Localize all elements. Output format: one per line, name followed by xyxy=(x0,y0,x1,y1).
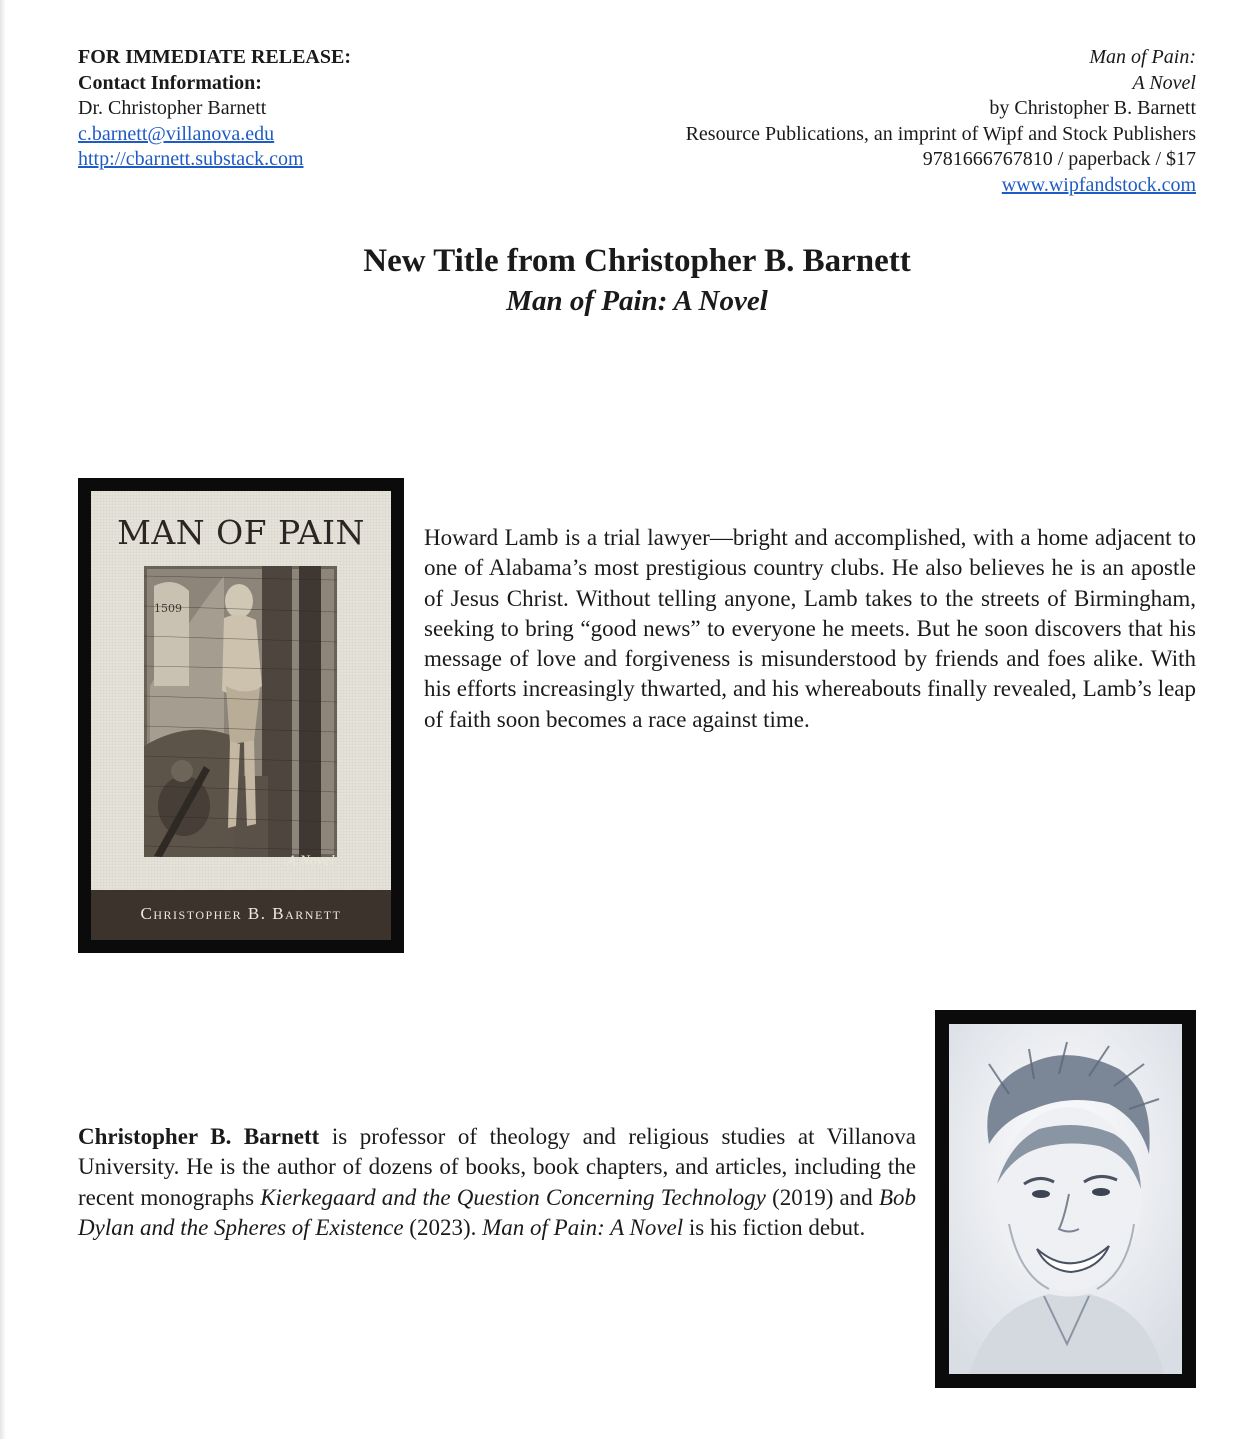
author-portrait-image xyxy=(949,1024,1182,1374)
book-details: 9781666767810 / paperback / $17 xyxy=(922,148,1196,170)
cover-author: Christopher B. Barnett xyxy=(140,904,342,923)
publisher-website-link[interactable]: www.wipfandstock.com xyxy=(1001,173,1196,196)
book-publisher: Resource Publications, an imprint of Wipf and Stock Publishers xyxy=(685,122,1196,145)
contact-label: Contact Information: xyxy=(78,71,262,94)
page-subtitle: Man of Pain: A Novel xyxy=(506,285,768,317)
contact-website-link[interactable]: http://cbarnett.substack.com xyxy=(78,148,304,170)
page-title: New Title from Christopher B. Barnett xyxy=(363,243,911,279)
contact-block xyxy=(78,45,351,173)
author-bio xyxy=(78,1122,916,1243)
page-heading xyxy=(0,240,1257,320)
book-info-block xyxy=(496,45,1196,198)
release-label: FOR IMMEDIATE RELEASE: xyxy=(78,46,351,68)
cover-title: MAN OF PAIN xyxy=(117,513,365,552)
page-edge xyxy=(0,0,6,1439)
svg-text:1509: 1509 xyxy=(154,602,182,615)
bio-book-title-2: Bob Dylan and the Spheres of Existence xyxy=(78,1184,916,1240)
book-title-line2: A Novel xyxy=(1132,71,1196,94)
bio-book-title-3: Man of Pain: A Novel xyxy=(482,1214,684,1240)
bio-text-3: (2023). xyxy=(403,1214,483,1240)
book-title-line1: Man of Pain: xyxy=(1089,46,1196,68)
book-synopsis: Howard Lamb is a trial lawyer—bright and accomplished, with a home adjacent to one of Alabama’s most prestigious country clubs. He also believes he is an apostle of Jesus Christ. Without telling anyone, Lamb takes to the streets of Birmingham, seeking to bring “good news” to everyone he meets. But he soon discovers that his message of love and forgiveness is misunderstood by friends and foes alike. With his efforts increasingly thwarted, and his whereabouts finally revealed, Lamb’s leap of faith soon becomes a race against time. xyxy=(424,525,1196,732)
bio-text-4: is his fiction debut. xyxy=(683,1214,866,1240)
bio-author-name: Christopher B. Barnett xyxy=(78,1124,320,1149)
bio-book-title-1: Kierkegaard and the Question Concerning Technology xyxy=(260,1184,766,1210)
cover-engraving-image xyxy=(144,566,337,857)
cover-subtitle: A Novel xyxy=(287,853,335,869)
bio-text-1: is professor of theology and religious studies at Villanova University. He is the author of dozens of books, book chapters, and articles, including the recent monographs xyxy=(78,1124,916,1210)
cover-author-band xyxy=(91,890,391,940)
book-byline: by Christopher B. Barnett xyxy=(989,97,1196,119)
contact-name: Dr. Christopher Barnett xyxy=(78,97,267,119)
book-cover-frame xyxy=(78,478,404,953)
bio-text-2: (2019) and xyxy=(765,1184,879,1210)
contact-email-link[interactable]: c.barnett@villanova.edu xyxy=(78,122,275,145)
book-cover xyxy=(91,491,391,940)
author-photo-frame xyxy=(935,1010,1196,1388)
author-photo xyxy=(949,1024,1182,1374)
